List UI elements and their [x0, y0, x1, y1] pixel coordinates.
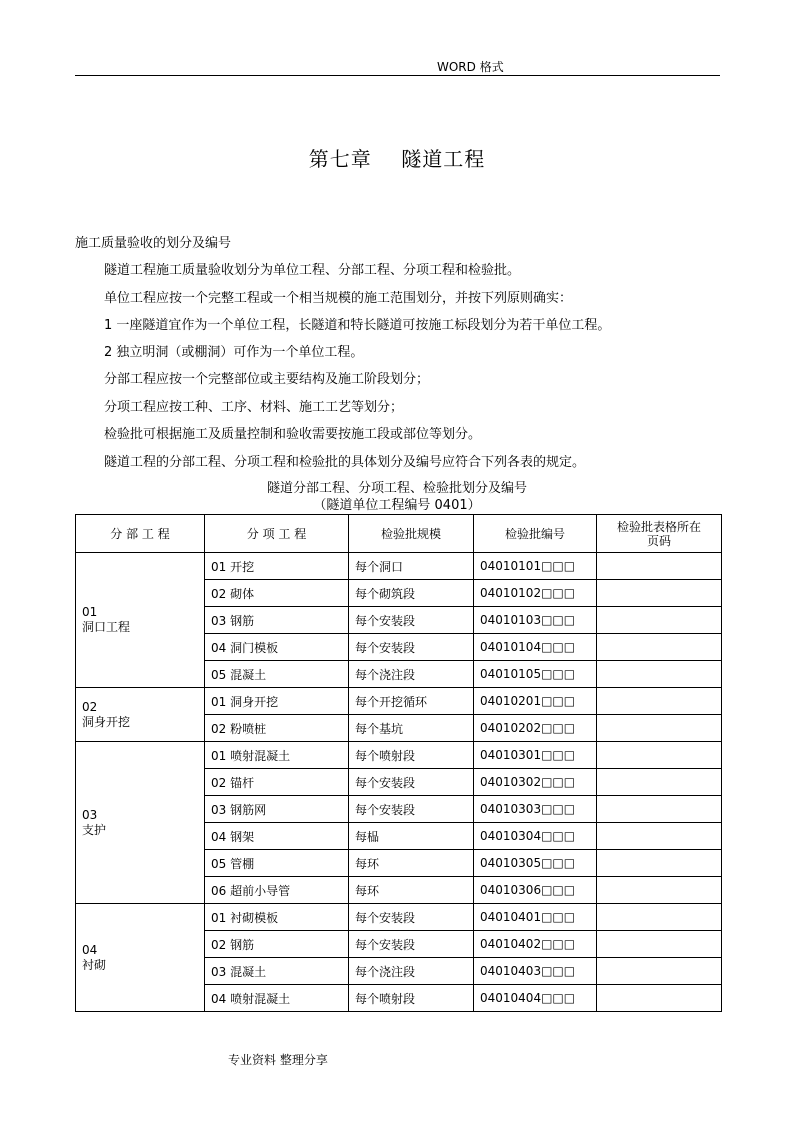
- header-page: 检验批表格所在页码: [597, 515, 722, 553]
- chapter-title: 第七章 隧道工程: [308, 147, 486, 171]
- division-code: 02: [82, 699, 98, 714]
- number-cell: 04010302□□□: [474, 769, 597, 796]
- scale-cell: 每个安装段: [349, 634, 474, 661]
- paragraph: 检验批可根据施工及质量控制和验收需要按施工段或部位等划分。: [104, 427, 482, 442]
- number-cell: 04010105□□□: [474, 661, 597, 688]
- page-cell: [597, 877, 722, 904]
- table-row: [76, 742, 722, 769]
- division-name: 支护: [82, 822, 107, 837]
- scale-cell: 每个喷射段: [349, 985, 474, 1012]
- division-name: 洞口工程: [82, 620, 131, 634]
- subitem-cell: 03 混凝土: [205, 958, 349, 985]
- number-cell: 04010104□□□: [474, 634, 597, 661]
- subitem-cell: 04 喷射混凝土: [205, 985, 349, 1012]
- paragraph: 1 一座隧道宜作为一个单位工程，长隧道和特长隧道可按施工标段划分为若干单位工程。: [104, 318, 611, 333]
- subitem-cell: 06 超前小导管: [205, 877, 349, 904]
- header-division: 分 部 工 程: [76, 515, 205, 553]
- number-cell: 04010403□□□: [474, 958, 597, 985]
- division-code: 04: [82, 942, 98, 957]
- number-cell: 04010103□□□: [474, 607, 597, 634]
- paragraph: 分项工程应按工种、工序、材料、施工工艺等划分；: [104, 400, 404, 415]
- scale-cell: 每个浇注段: [349, 958, 474, 985]
- subitem-cell: 01 洞身开挖: [205, 688, 349, 715]
- page-cell: [597, 850, 722, 877]
- division-cell: [76, 904, 205, 1012]
- division-name: 洞身开挖: [82, 714, 131, 729]
- number-cell: 04010304□□□: [474, 823, 597, 850]
- table-row: [76, 553, 722, 580]
- page-cell: [597, 904, 722, 931]
- paragraph: 分部工程应按一个完整部位或主要结构及施工阶段划分；: [104, 372, 430, 387]
- number-cell: 04010306□□□: [474, 877, 597, 904]
- paragraph: 2 独立明洞（或棚洞）可作为一个单位工程。: [104, 345, 364, 360]
- scale-cell: 每环: [349, 850, 474, 877]
- division-cell: [76, 688, 205, 742]
- scale-cell: 每个浇注段: [349, 661, 474, 688]
- scale-cell: 每个安装段: [349, 904, 474, 931]
- header-subitem: 分 项 工 程: [205, 515, 349, 553]
- header-number: 检验批编号: [474, 515, 597, 553]
- scale-cell: 每个砌筑段: [349, 580, 474, 607]
- number-cell: 04010202□□□: [474, 715, 597, 742]
- table-header-row: [76, 515, 722, 553]
- page-cell: [597, 688, 722, 715]
- division-cell: [76, 553, 205, 688]
- number-cell: 04010101□□□: [474, 553, 597, 580]
- subitem-cell: 05 管棚: [205, 850, 349, 877]
- subitem-cell: 02 粉喷桩: [205, 715, 349, 742]
- number-cell: 04010402□□□: [474, 931, 597, 958]
- division-table: [75, 514, 722, 1012]
- page-header: [75, 57, 720, 76]
- section-heading: 施工质量验收的划分及编号: [75, 236, 232, 251]
- page-cell: [597, 823, 722, 850]
- division-code: 03: [82, 807, 98, 822]
- header-scale: 检验批规模: [349, 515, 474, 553]
- number-cell: 04010401□□□: [474, 904, 597, 931]
- division-name: 衬砌: [82, 957, 107, 972]
- number-cell: 04010102□□□: [474, 580, 597, 607]
- page-cell: [597, 742, 722, 769]
- division-code: 01: [82, 605, 98, 619]
- scale-cell: 每个基坑: [349, 715, 474, 742]
- page-cell: [597, 553, 722, 580]
- subitem-cell: 03 钢筋: [205, 607, 349, 634]
- scale-cell: 每个安装段: [349, 769, 474, 796]
- scale-cell: 每个喷射段: [349, 742, 474, 769]
- page-cell: [597, 958, 722, 985]
- scale-cell: 每个安装段: [349, 607, 474, 634]
- number-cell: 04010303□□□: [474, 796, 597, 823]
- page-cell: [597, 715, 722, 742]
- page-cell: [597, 796, 722, 823]
- subitem-cell: 03 钢筋网: [205, 796, 349, 823]
- paragraph: 单位工程应按一个完整工程或一个相当规模的施工范围划分，并按下列原则确实：: [104, 291, 573, 306]
- page-cell: [597, 661, 722, 688]
- subitem-cell: 05 混凝土: [205, 661, 349, 688]
- division-cell: [76, 742, 205, 904]
- scale-cell: 每个洞口: [349, 553, 474, 580]
- subitem-cell: 04 钢架: [205, 823, 349, 850]
- subitem-cell: 01 衬砌模板: [205, 904, 349, 931]
- page-cell: [597, 607, 722, 634]
- subitem-cell: 02 锚杆: [205, 769, 349, 796]
- number-cell: 04010305□□□: [474, 850, 597, 877]
- table-caption: 隧道分部工程、分项工程、检验批划分及编号: [266, 481, 527, 496]
- page-cell: [597, 985, 722, 1012]
- number-cell: 04010404□□□: [474, 985, 597, 1012]
- scale-cell: 每个安装段: [349, 796, 474, 823]
- header-text: WORD 格式: [437, 60, 504, 74]
- subitem-cell: 02 钢筋: [205, 931, 349, 958]
- subitem-cell: 04 洞门模板: [205, 634, 349, 661]
- scale-cell: 每榀: [349, 823, 474, 850]
- paragraph: 隧道工程的分部工程、分项工程和检验批的具体划分及编号应符合下列各表的规定。: [104, 455, 586, 470]
- page-cell: [597, 580, 722, 607]
- subitem-cell: 01 开挖: [205, 553, 349, 580]
- subitem-cell: 02 砌体: [205, 580, 349, 607]
- table-subcaption: （隧道单位工程编号 0401）: [313, 498, 481, 513]
- scale-cell: 每个开挖循环: [349, 688, 474, 715]
- page-cell: [597, 634, 722, 661]
- page-cell: [597, 931, 722, 958]
- page-footer: 专业资料 整理分享: [228, 1053, 328, 1067]
- table-row: [76, 688, 722, 715]
- page-cell: [597, 769, 722, 796]
- paragraph: 隧道工程施工质量验收划分为单位工程、分部工程、分项工程和检验批。: [104, 263, 521, 278]
- number-cell: 04010201□□□: [474, 688, 597, 715]
- subitem-cell: 01 喷射混凝土: [205, 742, 349, 769]
- table-row: [76, 904, 722, 931]
- number-cell: 04010301□□□: [474, 742, 597, 769]
- scale-cell: 每环: [349, 877, 474, 904]
- scale-cell: 每个安装段: [349, 931, 474, 958]
